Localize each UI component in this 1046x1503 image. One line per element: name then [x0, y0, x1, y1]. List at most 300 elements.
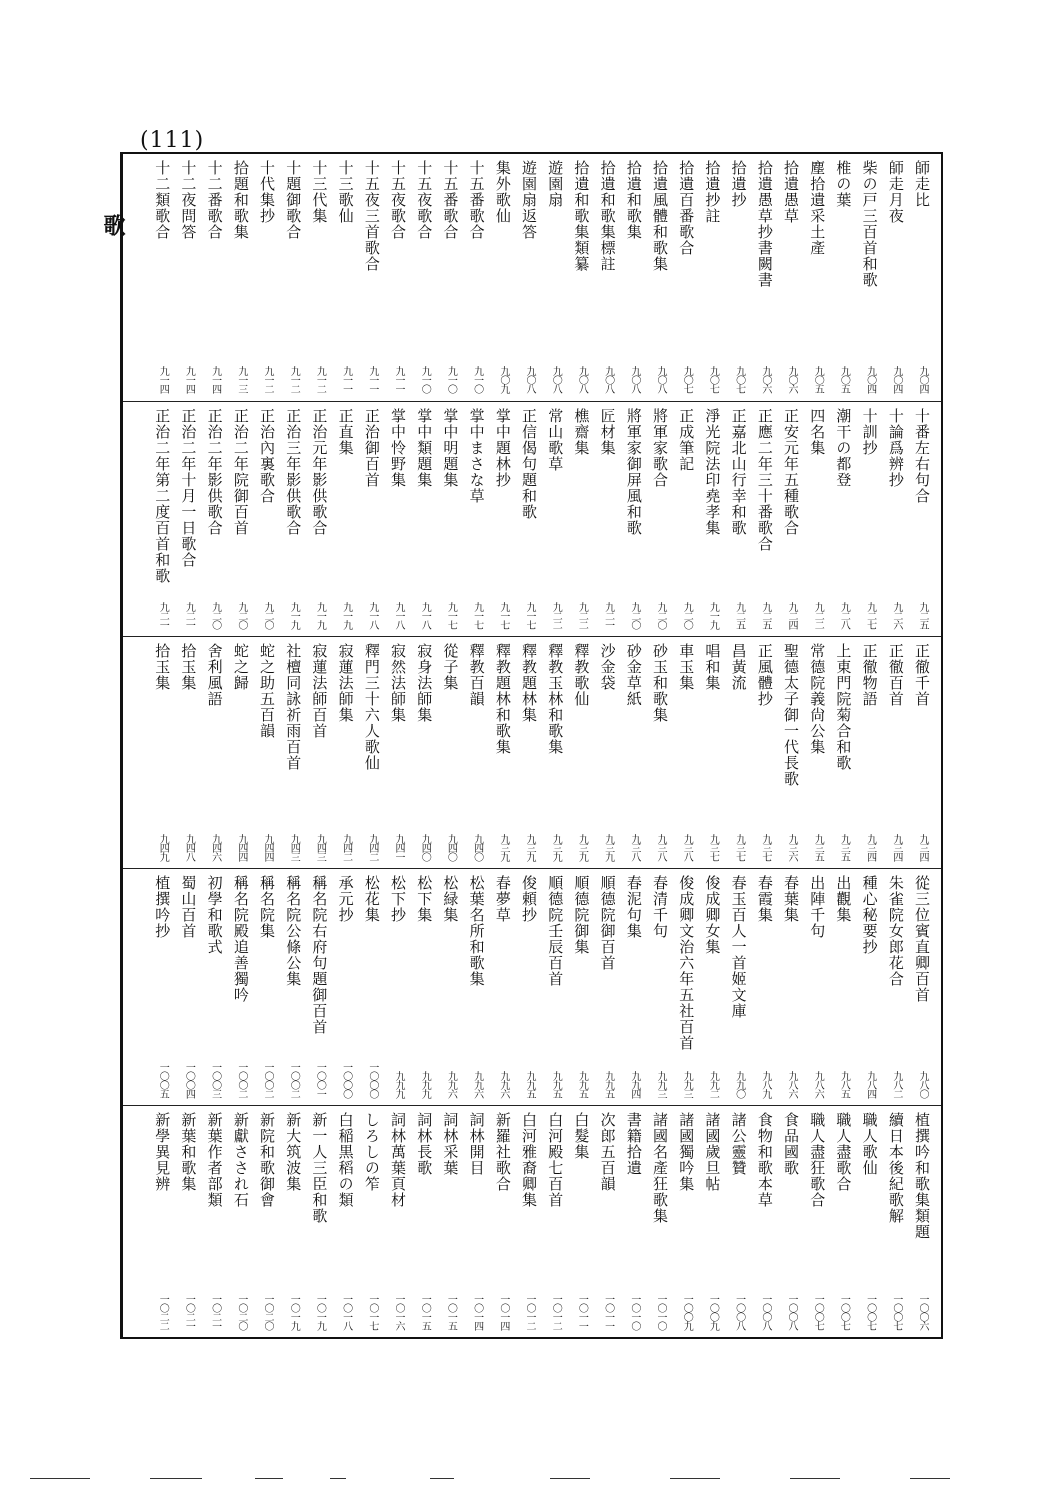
- entry-title: 釋教百韻: [467, 643, 486, 707]
- entry-title: 稱名院集: [258, 875, 276, 939]
- entry-page: 九〇七: [733, 366, 745, 393]
- entry-title: しろしの笮: [362, 1112, 381, 1192]
- entry-page: 九二五: [733, 602, 745, 629]
- index-entry: [542, 1106, 568, 1338]
- entry-page: 九二〇: [655, 602, 666, 629]
- entry-title: 師走月夜: [886, 160, 905, 224]
- index-entry: [542, 869, 568, 1106]
- index-entry: [149, 402, 175, 637]
- entry-page: 九一三: [235, 366, 247, 393]
- index-entry: [149, 637, 175, 869]
- entry-title: 集外歌仙: [493, 160, 512, 224]
- entry-title: 遊園扇返答: [520, 160, 538, 240]
- entry-title: 春葉集: [782, 875, 800, 923]
- entry-page: 九八九: [759, 1071, 771, 1098]
- entry-title: 正應二年三十番歌合: [755, 408, 774, 552]
- entry-page: 九九六: [497, 1071, 509, 1098]
- index-entry: [752, 869, 778, 1106]
- index-entry: [254, 1106, 280, 1338]
- entry-page: 九九三: [655, 1071, 666, 1098]
- entry-title: 書籍拾遺: [624, 1112, 643, 1176]
- entry-page: 一〇一九: [288, 1294, 300, 1330]
- entry-title: 詞林萬葉頁材: [389, 1112, 407, 1208]
- index-entry: [464, 637, 490, 869]
- index-entry: [333, 402, 359, 637]
- entry-title: 十題御歌合: [284, 160, 303, 240]
- entry-page: 九一九: [288, 602, 300, 629]
- entry-page: 九二一: [602, 602, 614, 629]
- entry-page: 九二一: [157, 602, 169, 629]
- index-entry: [516, 869, 542, 1106]
- index-entry: [542, 402, 568, 637]
- entry-title: 十二夜問答: [179, 160, 198, 240]
- entry-page: 九〇七: [681, 366, 693, 393]
- index-entry: [883, 637, 909, 869]
- index-entry: [464, 869, 490, 1106]
- index-entry: [830, 637, 856, 869]
- entry-title: 松花集: [362, 875, 381, 923]
- entry-title: 釋教歌仙: [572, 643, 591, 707]
- entry-title: 椎の葉: [834, 160, 853, 208]
- index-entry: [280, 637, 306, 869]
- entry-title: 遊園扇: [546, 160, 565, 208]
- index-entry: [857, 1106, 883, 1338]
- entry-page: 九九五: [576, 1071, 588, 1098]
- entry-page: 九三九: [602, 834, 614, 861]
- entry-page: 九九六: [445, 1071, 457, 1098]
- entry-title: 拾遺愚草: [782, 160, 800, 224]
- index-entry: [175, 1106, 201, 1338]
- entry-title: 植撰吟抄: [153, 875, 172, 939]
- entry-title: 新羅社歌合: [493, 1112, 512, 1192]
- entry-page: 一〇二二: [157, 1294, 169, 1330]
- index-entry: [621, 637, 647, 869]
- index-entry: [411, 154, 437, 401]
- entry-title: 淨光院法印堯孝集: [703, 408, 722, 536]
- index-entry: [699, 869, 725, 1106]
- index-entry: [202, 1106, 228, 1338]
- index-entry: [280, 154, 306, 401]
- entry-title: 春清千句: [651, 875, 669, 939]
- entry-title: 上東門院菊合和歌: [834, 643, 853, 771]
- index-entry: [333, 154, 359, 401]
- index-entry: [202, 402, 228, 637]
- entry-page: 九九三: [681, 1071, 693, 1098]
- entry-page: 一〇一二: [550, 1294, 562, 1330]
- entry-title: 詞林采葉: [441, 1112, 460, 1176]
- index-entry: [647, 869, 673, 1106]
- entry-page: 九〇八: [550, 366, 562, 393]
- index-table: [120, 152, 943, 1339]
- page-number: (111): [140, 128, 205, 153]
- entry-page: 一〇一五: [445, 1294, 457, 1330]
- index-entry: [857, 869, 883, 1106]
- entry-title: 唱和集: [703, 643, 722, 691]
- entry-title: 出觀集: [834, 875, 853, 923]
- index-entry: [202, 869, 228, 1106]
- index-entry: [490, 154, 516, 401]
- index-entry: [699, 1106, 725, 1338]
- entry-page: 九一七: [524, 602, 535, 629]
- entry-title: 食物和歌本草: [755, 1112, 774, 1208]
- entry-page: 九一二: [314, 366, 326, 393]
- entry-title: 師走比: [913, 160, 931, 208]
- index-entry: [333, 869, 359, 1106]
- entry-page: 一〇一四: [471, 1294, 483, 1330]
- entry-page: 九〇六: [786, 366, 797, 393]
- entry-title: 正信偈句題和歌: [520, 408, 538, 520]
- index-entry: [673, 402, 699, 637]
- index-entry: [306, 869, 332, 1106]
- entry-page: 一〇〇二: [262, 1062, 273, 1098]
- index-band: [123, 401, 941, 637]
- entry-page: 九九五: [550, 1071, 562, 1098]
- index-entry: [699, 637, 725, 869]
- entry-title: 正徹物語: [860, 643, 879, 707]
- entry-page: 九三六: [786, 834, 797, 861]
- entry-page: 九二一: [183, 602, 195, 629]
- entry-title: 白河殿七百首: [546, 1112, 565, 1208]
- index-entry: [411, 402, 437, 637]
- entry-page: 九二二: [576, 602, 588, 629]
- entry-page: 九〇七: [707, 366, 719, 393]
- entry-title: 十二類歌合: [153, 160, 172, 240]
- footer-rule: [330, 1478, 346, 1479]
- entry-page: 一〇〇一: [314, 1062, 326, 1098]
- index-entry: [752, 637, 778, 869]
- index-entry: [595, 637, 621, 869]
- entry-page: 九三五: [838, 834, 850, 861]
- entry-page: 九三八: [628, 834, 640, 861]
- entry-page: 九九六: [471, 1071, 483, 1098]
- index-entry: [830, 869, 856, 1106]
- entry-title: 松緑集: [441, 875, 460, 923]
- entry-page: 九二六: [890, 602, 902, 629]
- entry-page: 九一〇: [445, 366, 457, 393]
- entry-page: 九二〇: [681, 602, 693, 629]
- index-entry: [437, 402, 463, 637]
- entry-page: 一〇〇八: [759, 1294, 771, 1330]
- entry-page: 九三七: [707, 834, 719, 861]
- entry-title: 正治內裏歌合: [258, 408, 276, 504]
- index-entry: [726, 154, 752, 401]
- entry-page: 九九〇: [733, 1071, 745, 1098]
- index-entry: [228, 1106, 254, 1338]
- index-entry: [437, 637, 463, 869]
- entry-title: 十五夜歌合: [389, 160, 407, 240]
- entry-title: 植撰吟和歌集類題: [913, 1112, 931, 1240]
- entry-page: 九〇四: [864, 366, 876, 393]
- index-entry: [595, 1106, 621, 1338]
- entry-title: 掌中明題集: [441, 408, 460, 488]
- entry-title: 種心秘要抄: [860, 875, 879, 955]
- index-entry: [909, 154, 935, 401]
- entry-title: 正成筆記: [677, 408, 696, 472]
- entry-title: 新大筑波集: [284, 1112, 303, 1192]
- entry-page: 九九四: [628, 1071, 640, 1098]
- entry-page: 九二四: [786, 602, 797, 629]
- entry-title: 正治二年院御百首: [231, 408, 250, 536]
- index-entry: [490, 402, 516, 637]
- index-entry: [254, 402, 280, 637]
- entry-title: 十論爲辨抄: [886, 408, 905, 488]
- entry-page: 九〇四: [890, 366, 902, 393]
- entry-title: 春玉百人一首姬文庫: [729, 875, 748, 1019]
- entry-page: 九〇五: [812, 366, 824, 393]
- entry-title: 釋教題林和歌集: [493, 643, 512, 755]
- entry-page: 九八二: [890, 1071, 902, 1098]
- entry-page: 九一一: [340, 366, 352, 393]
- entry-title: 松下抄: [389, 875, 407, 923]
- entry-title: 拾遺和歌集: [624, 160, 643, 240]
- entry-page: 九二〇: [628, 602, 640, 629]
- index-entry: [621, 869, 647, 1106]
- entry-page: 九三九: [550, 834, 562, 861]
- entry-page: 一〇〇二: [235, 1062, 247, 1098]
- entry-title: 聖德太子御一代長歌: [782, 643, 800, 787]
- index-band: [123, 636, 941, 869]
- entry-title: 職人盡歌合: [834, 1112, 853, 1192]
- index-entry: [175, 154, 201, 401]
- index-entry: [516, 637, 542, 869]
- entry-page: 九四〇: [445, 834, 457, 861]
- entry-page: 九〇四: [917, 366, 928, 393]
- entry-title: 社檀同詠祈雨百首: [284, 643, 303, 771]
- index-entry: [437, 1106, 463, 1338]
- entry-page: 一〇〇三: [209, 1062, 221, 1098]
- entry-page: 九九五: [524, 1071, 535, 1098]
- entry-title: 昌黃流: [729, 643, 748, 691]
- entry-title: 俊成卿女集: [703, 875, 722, 955]
- entry-title: 新院和歌御會: [258, 1112, 276, 1208]
- entry-title: 松下集: [415, 875, 434, 923]
- entry-title: 新一人三臣和歌: [310, 1112, 329, 1224]
- entry-title: 十三歌仙: [336, 160, 355, 224]
- index-entry: [280, 402, 306, 637]
- entry-title: 正風體抄: [755, 643, 774, 707]
- entry-page: 九二五: [759, 602, 771, 629]
- entry-page: 一〇一一: [602, 1294, 614, 1330]
- index-entry: [909, 1106, 935, 1338]
- index-entry: [726, 869, 752, 1106]
- entry-title: 朱雀院女郎花合: [886, 875, 905, 987]
- index-entry: [254, 637, 280, 869]
- index-entry: [830, 1106, 856, 1338]
- entry-title: 舍利風語: [205, 643, 224, 707]
- entry-page: 一〇一七: [366, 1294, 378, 1330]
- index-entry: [909, 637, 935, 869]
- entry-title: 順德院壬辰百首: [546, 875, 565, 987]
- entry-title: 沙金袋: [598, 643, 617, 691]
- entry-title: 出陣千句: [808, 875, 827, 939]
- entry-title: 稱名院殿追善獨吟: [231, 875, 250, 1003]
- entry-title: 拾題和歌集: [231, 160, 250, 240]
- index-entry: [437, 869, 463, 1106]
- entry-title: 諸公靈贊: [729, 1112, 748, 1176]
- entry-page: 九二七: [864, 602, 876, 629]
- entry-title: 蛇之歸: [231, 643, 250, 691]
- entry-page: 九〇八: [602, 366, 614, 393]
- index-band: [123, 154, 941, 401]
- entry-page: 九四三: [288, 834, 300, 861]
- index-entry: [228, 869, 254, 1106]
- index-entry: [464, 154, 490, 401]
- footer-rule: [430, 1478, 454, 1479]
- entry-page: 一〇一〇: [628, 1294, 640, 1330]
- index-entry: [359, 402, 385, 637]
- index-entry: [673, 1106, 699, 1338]
- index-entry: [228, 402, 254, 637]
- index-entry: [804, 869, 830, 1106]
- index-entry: [516, 402, 542, 637]
- entry-title: 四名集: [808, 408, 827, 456]
- index-band: [123, 868, 941, 1106]
- entry-page: 九一四: [183, 366, 195, 393]
- index-entry: [621, 154, 647, 401]
- index-entry: [804, 637, 830, 869]
- entry-title: 承元抄: [336, 875, 355, 923]
- entry-page: 九三四: [917, 834, 928, 861]
- index-entry: [909, 402, 935, 637]
- entry-title: 拾遺抄註: [703, 160, 722, 224]
- entry-page: 一〇二〇: [235, 1294, 247, 1330]
- index-entry: [568, 402, 594, 637]
- entry-title: 正徹百首: [886, 643, 905, 707]
- entry-title: 砂金草紙: [624, 643, 643, 707]
- index-entry: [621, 402, 647, 637]
- entry-page: 九八四: [864, 1071, 876, 1098]
- footer-rules: [30, 1478, 1030, 1482]
- entry-title: 新葉作者部類: [205, 1112, 224, 1208]
- entry-page: 一〇〇六: [917, 1294, 928, 1330]
- entry-title: 常德院義尙公集: [808, 643, 827, 755]
- entry-page: 九〇八: [576, 366, 588, 393]
- entry-title: 松葉名所和歌集: [467, 875, 486, 987]
- index-entry: [280, 869, 306, 1106]
- index-entry: [411, 869, 437, 1106]
- entry-title: 春泥句集: [624, 875, 643, 939]
- entry-page: 九二二: [812, 602, 824, 629]
- entry-page: 九九五: [602, 1071, 614, 1098]
- index-entry: [254, 869, 280, 1106]
- entry-page: 一〇〇四: [183, 1062, 195, 1098]
- entry-title: 職人歌仙: [860, 1112, 879, 1176]
- entry-title: 新獻さされ石: [231, 1112, 250, 1208]
- entry-page: 九三九: [497, 834, 509, 861]
- entry-page: 一〇一六: [393, 1294, 404, 1330]
- entry-title: 正徹千首: [913, 643, 931, 707]
- index-entry: [595, 154, 621, 401]
- index-entry: [568, 1106, 594, 1338]
- entry-title: 詞林開目: [467, 1112, 486, 1176]
- entry-page: 一〇〇八: [786, 1294, 797, 1330]
- entry-title: 十二番歌合: [205, 160, 224, 240]
- index-entry: [437, 154, 463, 401]
- index-entry: [752, 1106, 778, 1338]
- index-entry: [385, 637, 411, 869]
- entry-title: 釋門三十六人歌仙: [362, 643, 381, 771]
- index-entry: [202, 637, 228, 869]
- entry-page: 一〇一〇: [655, 1294, 666, 1330]
- entry-page: 一〇〇九: [681, 1294, 693, 1330]
- entry-page: 九一〇: [419, 366, 431, 393]
- entry-title: 樵齋集: [572, 408, 591, 456]
- entry-title: 正治元年影供歌合: [310, 408, 329, 536]
- entry-page: 一〇一四: [497, 1294, 509, 1330]
- entry-page: 九〇九: [497, 366, 509, 393]
- entry-page: 九四四: [235, 834, 247, 861]
- entry-page: 一〇二一: [209, 1294, 221, 1330]
- index-entry: [359, 1106, 385, 1338]
- entry-title: 寂蓮法師百首: [310, 643, 329, 739]
- index-entry: [726, 1106, 752, 1338]
- entry-page: 九八六: [812, 1071, 824, 1098]
- entry-title: 俊頼抄: [520, 875, 538, 923]
- entry-page: 九三四: [864, 834, 876, 861]
- index-entry: [857, 154, 883, 401]
- entry-page: 九一七: [445, 602, 457, 629]
- entry-title: 新葉和歌集: [179, 1112, 198, 1192]
- entry-title: 將軍家御屏風和歌: [624, 408, 643, 536]
- index-entry: [411, 1106, 437, 1338]
- entry-title: 寂蓮法師集: [336, 643, 355, 723]
- footer-rule: [790, 1478, 840, 1479]
- entry-page: 九一四: [209, 366, 221, 393]
- entry-title: 拾遺風體和歌集: [651, 160, 669, 272]
- index-entry: [804, 1106, 830, 1338]
- entry-page: 一〇一五: [419, 1294, 431, 1330]
- entry-title: 掌中まさな草: [467, 408, 486, 504]
- entry-page: 九四九: [157, 834, 169, 861]
- index-entry: [673, 637, 699, 869]
- entry-title: 正治三年影供歌合: [284, 408, 303, 536]
- entry-page: 一〇二一: [183, 1294, 195, 1330]
- entry-page: 一〇〇七: [864, 1294, 876, 1330]
- entry-title: 十代集抄: [258, 160, 276, 224]
- entry-page: 九九九: [419, 1071, 431, 1098]
- entry-title: 十五番歌合: [467, 160, 486, 240]
- entry-title: 俊成卿文治六年五社百首: [677, 875, 696, 1051]
- index-entry: [542, 637, 568, 869]
- entry-page: 九九九: [393, 1071, 404, 1098]
- entry-page: 一〇〇五: [157, 1062, 169, 1098]
- index-entry: [149, 1106, 175, 1338]
- entry-page: 九一八: [393, 602, 404, 629]
- entry-title: 十五夜三首歌合: [362, 160, 381, 272]
- entry-page: 一〇一八: [340, 1294, 352, 1330]
- index-entry: [490, 637, 516, 869]
- index-entry: [411, 637, 437, 869]
- index-entry: [778, 402, 804, 637]
- entry-page: 九一九: [707, 602, 719, 629]
- index-entry: [568, 154, 594, 401]
- index-entry: [647, 637, 673, 869]
- index-entry: [699, 154, 725, 401]
- index-entry: [542, 154, 568, 401]
- index-band: [123, 1105, 941, 1338]
- entry-title: 正治二年第二度百首和歌: [153, 408, 172, 584]
- entry-page: 九一一: [393, 366, 404, 393]
- entry-page: 九一九: [314, 602, 326, 629]
- entry-page: 九四八: [183, 834, 195, 861]
- footer-rule: [550, 1478, 590, 1479]
- index-entry: [306, 154, 332, 401]
- entry-page: 九一二: [288, 366, 300, 393]
- entry-page: 一〇〇七: [838, 1294, 850, 1330]
- entry-page: 九〇八: [524, 366, 535, 393]
- entry-page: 九二二: [550, 602, 562, 629]
- index-entry: [778, 637, 804, 869]
